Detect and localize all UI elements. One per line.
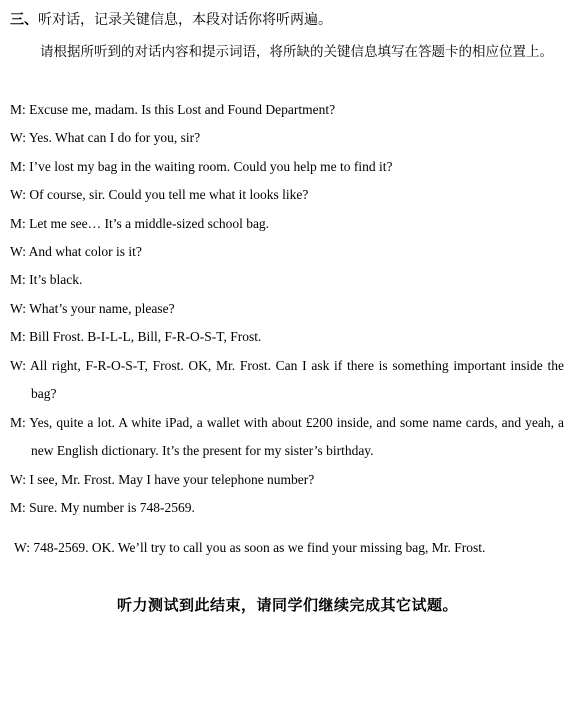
dialogue-line: W: Yes. What can I do for you, sir? (10, 130, 201, 145)
dialogue-line: W: 748-2569. OK. We’ll try to call you as soon as we find your missing bag, Mr. Frost. (14, 540, 486, 555)
dialogue-line: W: And what color is it? (10, 244, 142, 259)
dialogue-line: M: Excuse me, madam. Is this Lost and Found Department? (10, 102, 336, 117)
section-number: 三、 (10, 12, 38, 28)
dialogue-line: M: Let me see… It’s a middle-sized school bag. (10, 216, 270, 231)
section-title: 听对话，记录关键信息，本段对话你将听两遍。 (38, 12, 332, 28)
dialogue-line: M: Sure. My number is 748-2569. (10, 500, 195, 515)
dialogue-line: M: I’ve lost my bag in the waiting room. Could you help me to find it? (10, 159, 393, 174)
dialogue-line: W: All right, F-R-O-S-T, Frost. OK, Mr. Frost. Can I ask if there is something important inside the bag? (10, 358, 564, 401)
section-heading (10, 9, 332, 29)
dialogue-line: W: What’s your name, please? (10, 301, 175, 316)
dialogue-line: M: Yes, quite a lot. A white iPad, a wallet with about £200 inside, and some name cards, and yeah, a new English dictionary. It’s the present for my sister’s birthday. (10, 415, 564, 458)
dialogue-line: W: Of course, sir. Could you tell me what it looks like? (10, 187, 309, 202)
dialogue-line: M: It’s black. (10, 272, 83, 287)
dialogue-line: W: I see, Mr. Frost. May I have your telephone number? (10, 472, 315, 487)
section-instruction: 请根据所听到的对话内容和提示词语，将所缺的关键信息填写在答题卡的相应位置上。 (40, 44, 553, 60)
closing-note: 听力测试到此结束，请同学们继续完成其它试题。 (116, 596, 458, 614)
dialogue-line: M: Bill Frost. B-I-L-L, Bill, F-R-O-S-T, Frost. (10, 329, 262, 344)
